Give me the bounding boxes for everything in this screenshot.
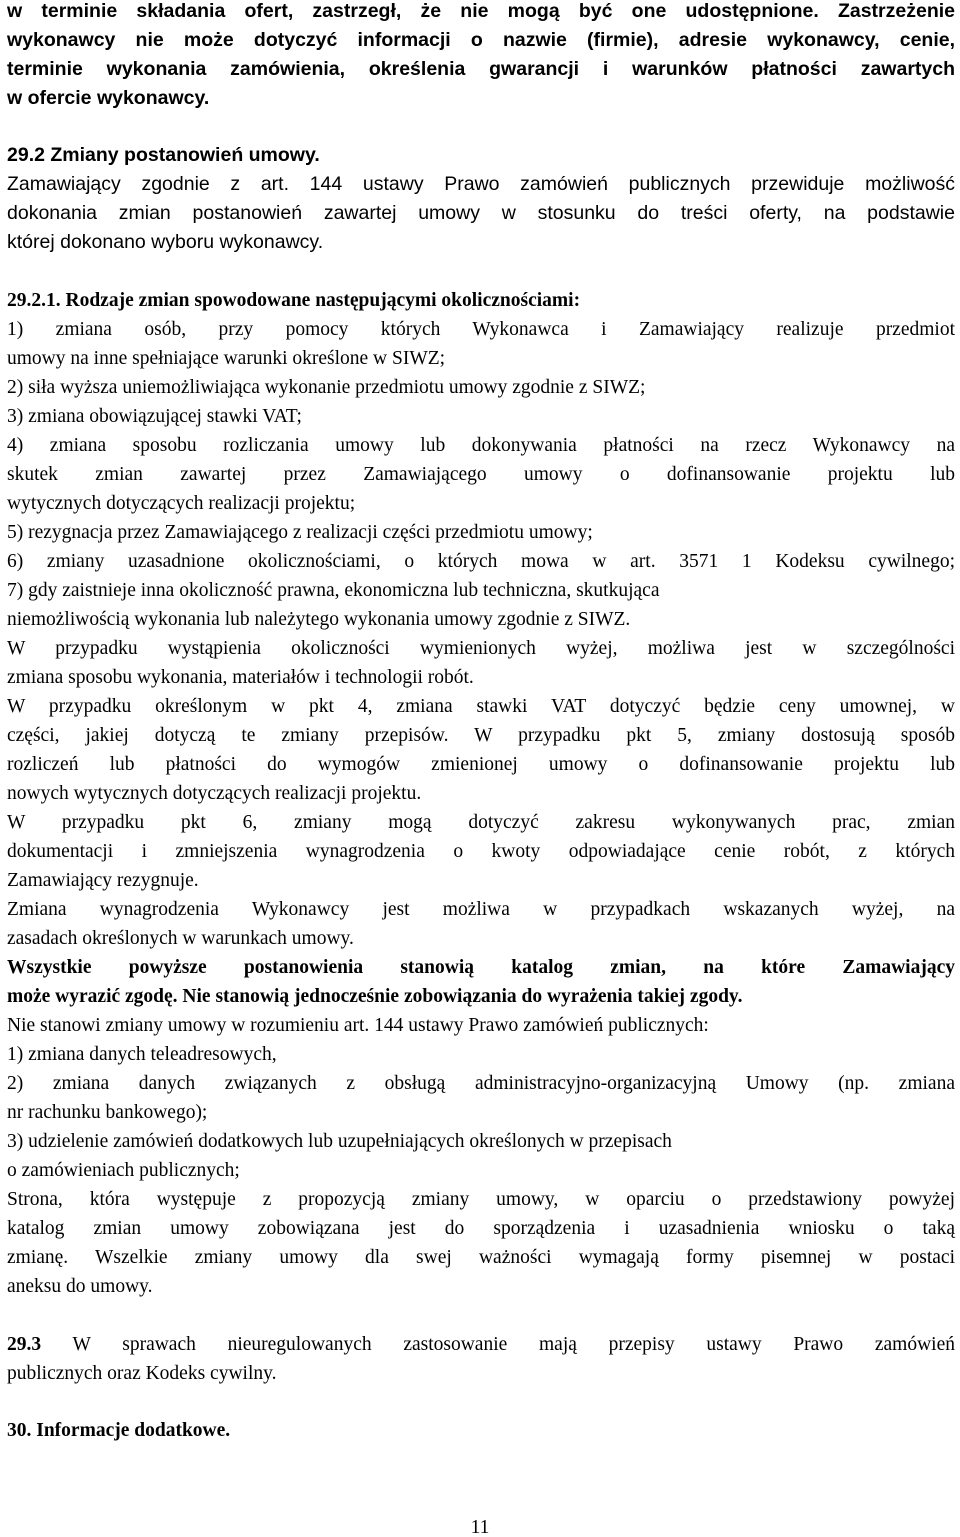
paragraph-line: terminie wykonania zamówienia, określenia gwarancji i warunków płatności zawartych xyxy=(7,58,955,80)
list-line: Strona, która występuje z propozycją zmiany umowy, w oparciu o przedstawiony powyżej xyxy=(7,1189,955,1210)
list-line: zasadach określonych w warunkach umowy. xyxy=(7,928,354,949)
paragraph-line: w terminie składania ofert, zastrzegł, że nie mogą być one udostępnione. Zastrzeżenie xyxy=(7,0,955,22)
list-line: 7) gdy zaistnieje inna okoliczność prawna, ekonomiczna lub techniczna, skutkująca xyxy=(7,580,660,601)
list-line: nowych wytycznych dotyczących realizacji projektu. xyxy=(7,783,422,804)
list-line: 1) zmiana danych teleadresowych, xyxy=(7,1044,277,1065)
list-line: wytycznych dotyczących realizacji projektu; xyxy=(7,493,356,514)
list-line: Nie stanowi zmiany umowy w rozumieniu art. 144 ustawy Prawo zamówień publicznych: xyxy=(7,1015,709,1036)
section-29-3-line: publicznych oraz Kodeks cywilny. xyxy=(7,1363,277,1384)
list-line: nr rachunku bankowego); xyxy=(7,1102,208,1123)
list-line: Zamawiający rezygnuje. xyxy=(7,870,199,891)
list-line: aneksu do umowy. xyxy=(7,1276,153,1297)
list-line: 3) zmiana obowiązującej stawki VAT; xyxy=(7,406,302,427)
list-line: 1) zmiana osób, przy pomocy których Wykonawca i Zamawiający realizuje przedmiot xyxy=(7,319,955,340)
section-heading-29-2-1: 29.2.1. Rodzaje zmian spowodowane następującymi okolicznościami: xyxy=(7,290,581,311)
list-line: zmiana sposobu wykonania, materiałów i technologii robót. xyxy=(7,667,474,688)
list-line: W przypadku określonym w pkt 4, zmiana stawki VAT dotyczyć będzie ceny umownej, w xyxy=(7,696,955,717)
page-number: 11 xyxy=(470,1517,490,1537)
paragraph-line: której dokonano wyboru wykonawcy. xyxy=(7,231,324,253)
bold-statement-line: Wszystkie powyższe postanowienia stanowią katalog zmian, na które Zamawiający xyxy=(7,957,955,978)
section-heading-29-2: 29.2 Zmiany postanowień umowy. xyxy=(7,144,320,166)
paragraph-line: w ofercie wykonawcy. xyxy=(7,87,210,109)
list-line: części, jakiej dotyczą te zmiany przepisów. W przypadku pkt 5, zmiany dostosują sposób xyxy=(7,725,955,746)
bold-statement-line: może wyrazić zgodę. Nie stanowią jednocześnie zobowiązania do wyrażenia takiej zgody. xyxy=(7,986,743,1007)
list-line: umowy na inne spełniające warunki określone w SIWZ; xyxy=(7,348,446,369)
list-line: 2) zmiana danych związanych z obsługą administracyjno-organizacyjną Umowy (np. zmiana xyxy=(7,1073,955,1094)
section-29-3-line xyxy=(7,1330,955,1359)
list-line: dokumentacji i zmniejszenia wynagrodzenia o kwoty odpowiadające cenie robót, z których xyxy=(7,841,955,862)
list-line: Zmiana wynagrodzenia Wykonawcy jest możliwa w przypadkach wskazanych wyżej, na xyxy=(7,899,955,920)
list-line: katalog zmian umowy zobowiązana jest do sporządzenia i uzasadnienia wniosku o taką xyxy=(7,1218,955,1239)
paragraph-line: Zamawiający zgodnie z art. 144 ustawy Prawo zamówień publicznych przewiduje możliwość xyxy=(7,173,955,195)
paragraph-line: wykonawcy nie może dotyczyć informacji o nazwie (firmie), adresie wykonawcy, cenie, xyxy=(7,29,955,51)
list-line: o zamówieniach publicznych; xyxy=(7,1160,240,1181)
section-heading-30: 30. Informacje dodatkowe. xyxy=(7,1420,231,1441)
list-line: rozliczeń lub płatności do wymogów zmienionej umowy o dofinansowanie projektu lub xyxy=(7,754,955,775)
list-line: 6) zmiany uzasadnione okolicznościami, o których mowa w art. 3571 1 Kodeksu cywilnego; xyxy=(7,551,955,572)
list-line: zmianę. Wszelkie zmiany umowy dla swej ważności wymagają formy pisemnej w postaci xyxy=(7,1247,955,1268)
paragraph-line: dokonania zmian postanowień zawartej umowy w stosunku do treści oferty, na podstawie xyxy=(7,202,955,224)
list-line: 2) siła wyższa uniemożliwiająca wykonanie przedmiotu umowy zgodnie z SIWZ; xyxy=(7,377,646,398)
list-line: 3) udzielenie zamówień dodatkowych lub uzupełniających określonych w przepisach xyxy=(7,1131,672,1152)
section-29-3-text: W sprawach nieuregulowanych zastosowanie mają przepisy ustawy Prawo zamówień xyxy=(41,1334,955,1355)
list-line: W przypadku pkt 6, zmiany mogą dotyczyć zakresu wykonywanych prac, zmian xyxy=(7,812,955,833)
list-line: W przypadku wystąpienia okoliczności wymienionych wyżej, możliwa jest w szczególności xyxy=(7,638,955,659)
list-line: niemożliwością wykonania lub należytego wykonania umowy zgodnie z SIWZ. xyxy=(7,609,631,630)
list-line: 4) zmiana sposobu rozliczania umowy lub dokonywania płatności na rzecz Wykonawcy na xyxy=(7,435,955,456)
list-line: 5) rezygnacja przez Zamawiającego z realizacji części przedmiotu umowy; xyxy=(7,522,593,543)
section-number-29-3: 29.3 xyxy=(7,1334,42,1355)
list-line: skutek zmian zawartej przez Zamawiającego umowy o dofinansowanie projektu lub xyxy=(7,464,955,485)
